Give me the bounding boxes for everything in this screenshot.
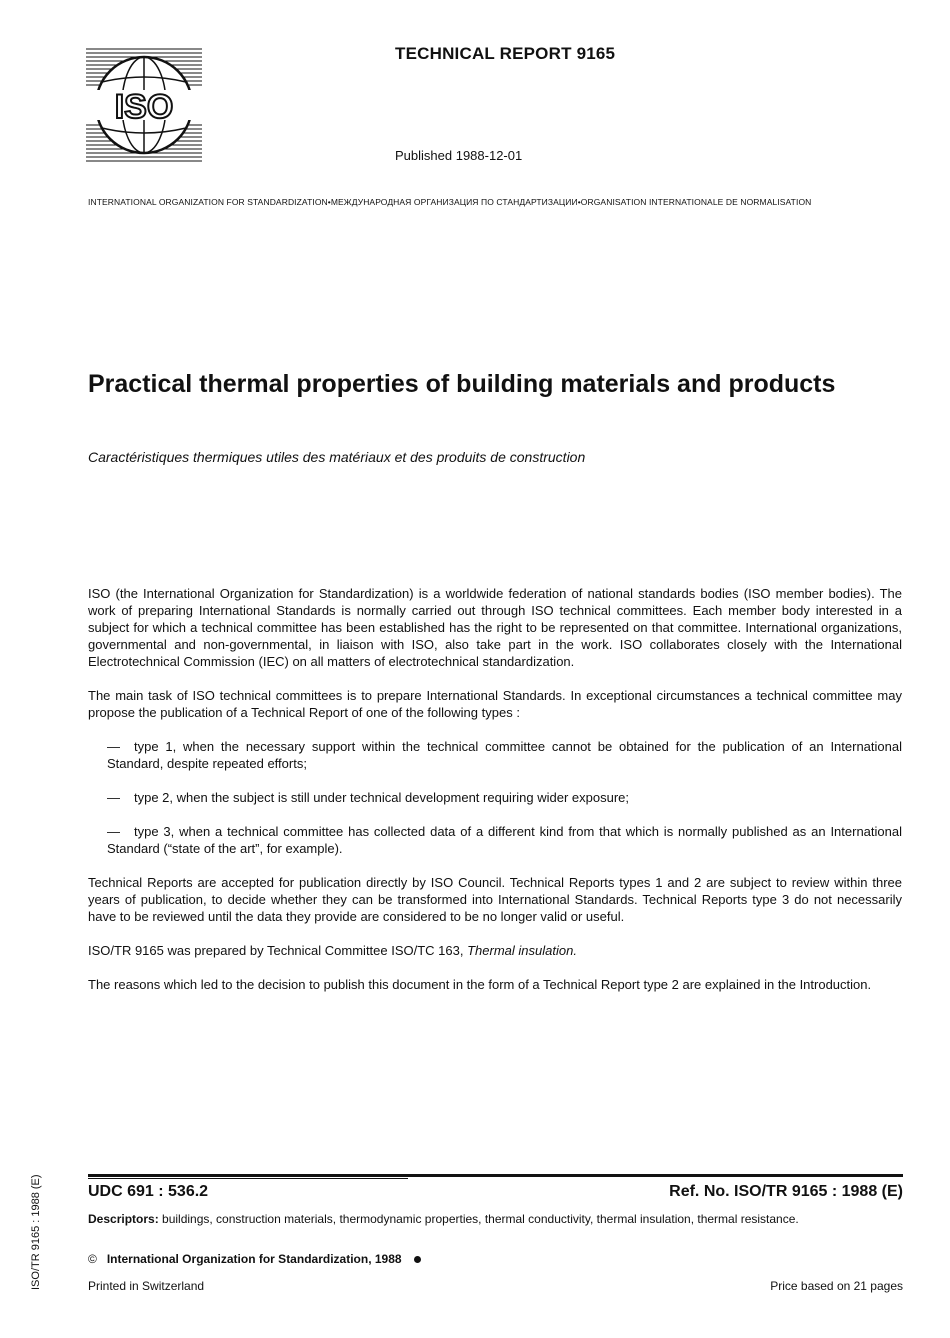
paragraph-prepared-by [88,942,902,959]
printed-in: Printed in Switzerland [88,1279,205,1293]
list-item-type-3 [107,823,902,857]
published-date: Published 1988-12-01 [395,148,523,163]
descriptors [88,1212,799,1226]
copyright [88,1252,421,1266]
footer-rule-thin [88,1178,408,1179]
reference-number: Ref. No. ISO/TR 9165 : 1988 (E) [669,1183,903,1200]
udc-number: UDC 691 : 536.2 [88,1183,209,1200]
french-subtitle: Caractéristiques thermiques utiles des matériaux et des produits de construction [88,449,586,465]
list-item-text: type 2, when the subject is still under technical development requiring wider exposure; [134,790,629,805]
list-item-type-1 [107,738,902,772]
report-title: TECHNICAL REPORT 9165 [395,44,616,63]
committee-title: Thermal insulation. [467,943,577,958]
paragraph-reasons: The reasons which led to the decision to publish this document in the form of a Technical Report type 2 are explained in the Introduction. [88,977,872,992]
descriptors-label: Descriptors: [88,1212,159,1226]
descriptors-list: buildings, construction materials, thermodynamic properties, thermal conductivity, thermal insulation, thermal resistance. [158,1212,799,1226]
side-reference: ISO/TR 9165 : 1988 (E) [30,1174,42,1290]
price-info: Price based on 21 pages [770,1279,903,1293]
dash-marker: — [107,824,120,839]
iso-globe-logo-icon [86,46,202,164]
iso-logo [86,46,202,164]
paragraph-iso-intro: ISO (the International Organization for Standardization) is a worldwide federation of national standards bodies (ISO member bodies). The work of preparing International Standards is normally carried out through ISO technical committees. Each member body interested in a subject for which a technical committee has been established has the right to be represented on that committee. International organizations, governmental and non-governmental, in liaison with ISO, also take part in the work. ISO collaborates closely with the International Electrotechnical Commission (IEC) on all matters of electrotechnical standardization. [88,586,902,669]
foreword-body [88,585,902,1010]
dash-marker: — [107,790,120,805]
organization-names: INTERNATIONAL ORGANIZATION FOR STANDARDIZATION•МЕЖДУНАРОДНАЯ ОРГАНИЗАЦИЯ ПО СТАНДАРТИЗАЦИИ•ORGANISATION INTERNATIONALE DE NORMALISATION [88,197,812,207]
dash-marker: — [107,739,120,754]
copyright-text: International Organization for Standardization, 1988 [106,1252,402,1266]
copyright-icon: © [88,1252,97,1266]
paragraph-main-task: The main task of ISO technical committees is to prepare International Standards. In exceptional circumstances a technical committee may propose the publication of a Technical Report of one of the following types : [88,688,902,720]
prepared-by-text: ISO/TR 9165 was prepared by Technical Committee ISO/TC 163, [88,943,468,958]
page-title: Practical thermal properties of building materials and products [88,370,836,398]
bullet-icon [414,1256,421,1263]
svg-text:ISO: ISO [114,88,174,126]
list-item-text: type 3, when a technical committee has collected data of a different kind from that which is normally published as an International Standard (“state of the art”, for example). [107,824,902,856]
list-item-type-2 [107,789,902,806]
list-item-text: type 1, when the necessary support within the technical committee cannot be obtained for the publication of an International Standard, despite repeated efforts; [107,739,902,771]
paragraph-technical-reports: Technical Reports are accepted for publication directly by ISO Council. Technical Reports types 1 and 2 are subject to review within three years of publication, to decide whether they can be transformed into International Standards. Technical Reports type 3 do not necessarily have to be reviewed until the data they provide are considered to be no longer valid or useful. [88,875,902,924]
footer-rule [88,1174,903,1177]
